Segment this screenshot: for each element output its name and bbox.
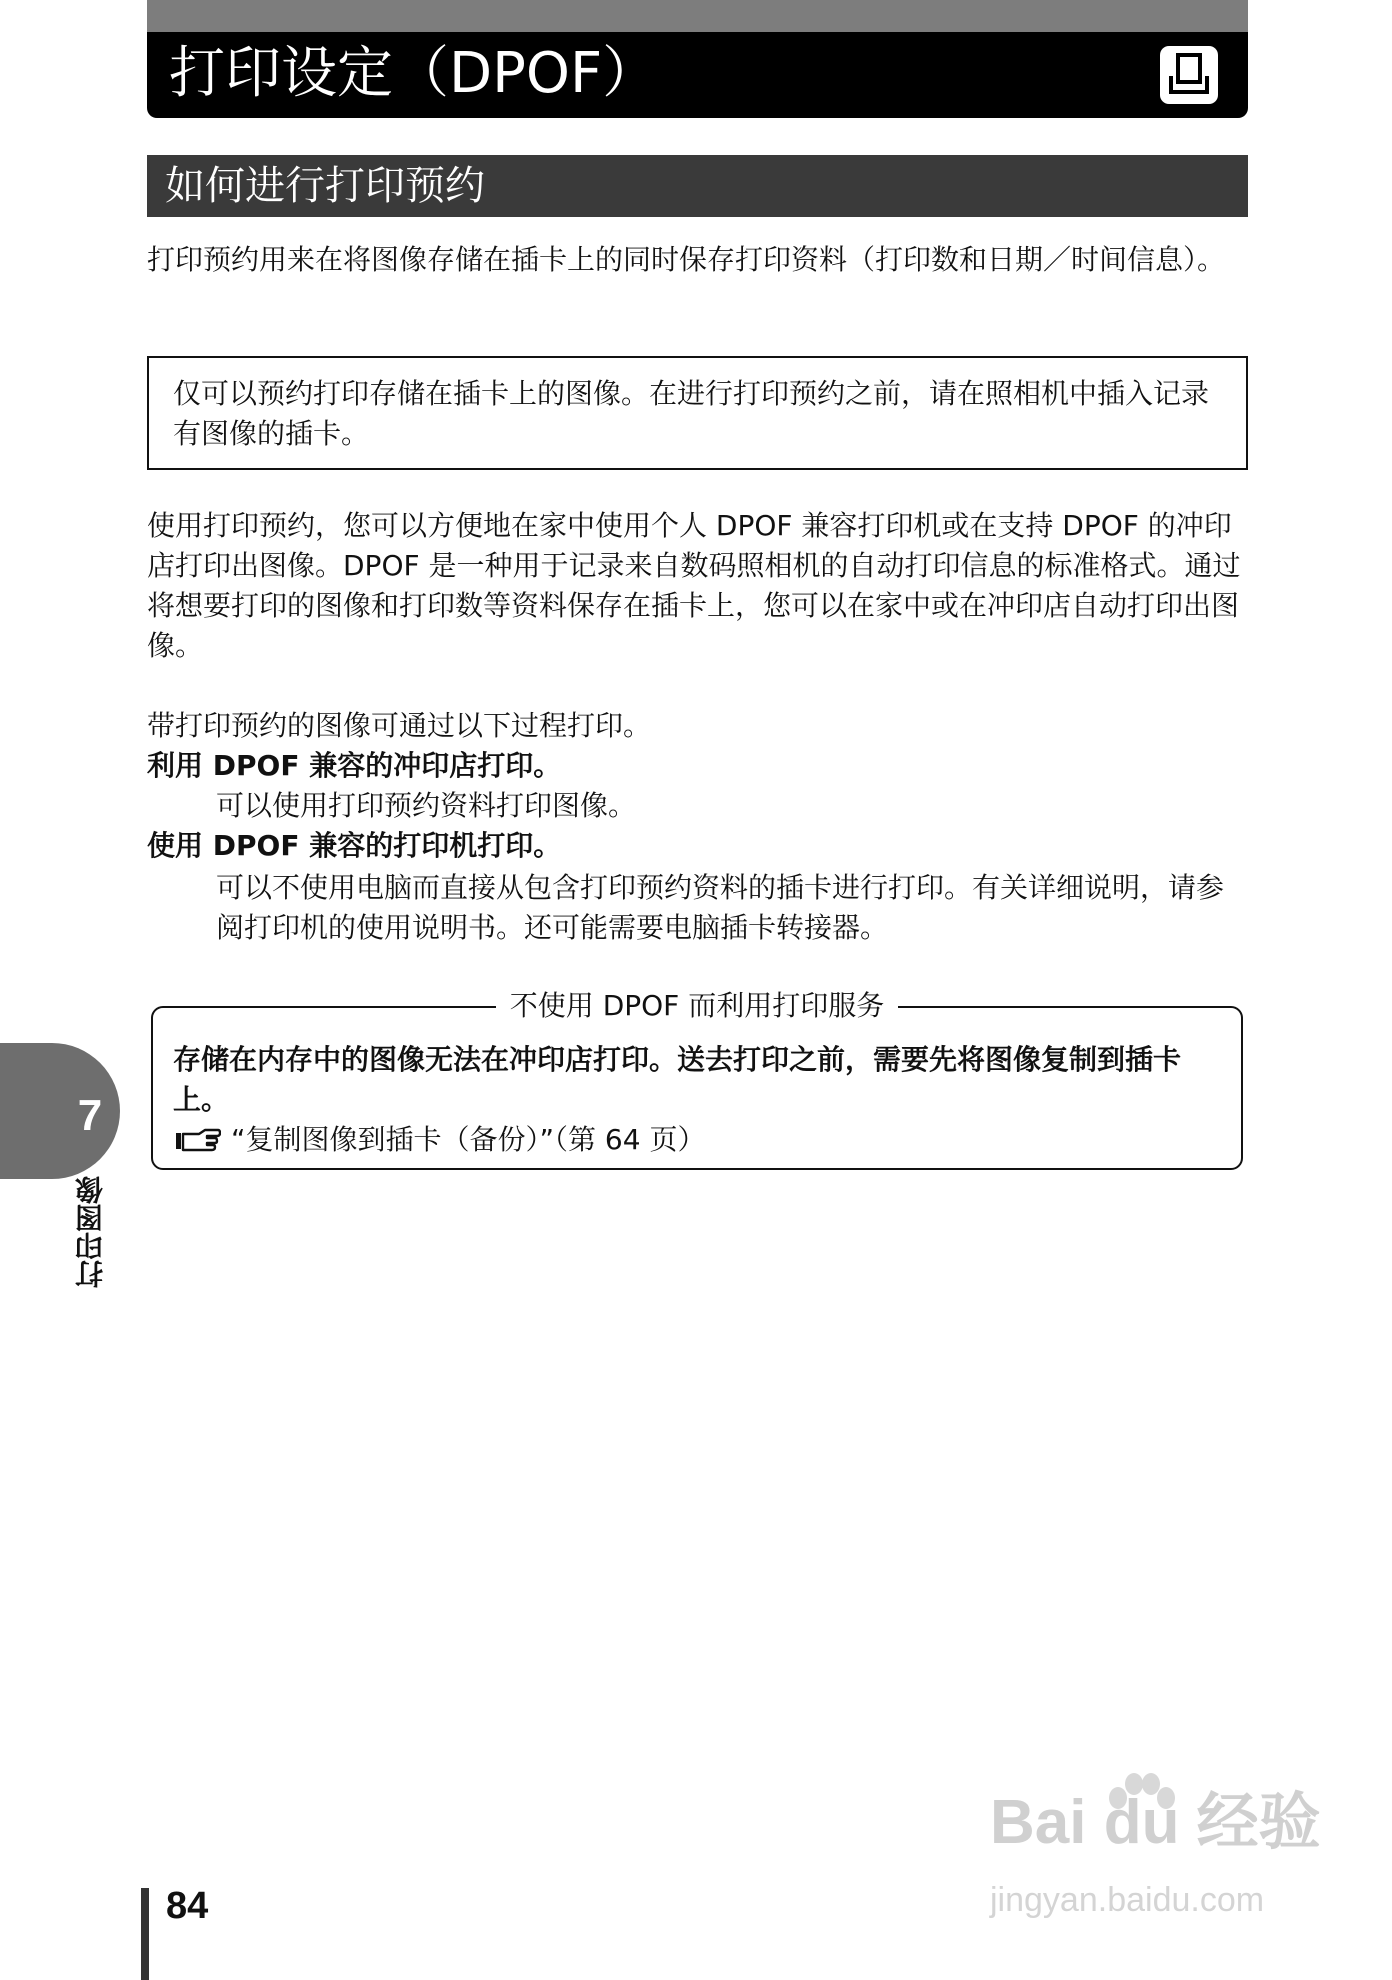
page-number: 84 <box>166 1885 209 1927</box>
item-title-photo-lab: 利用 DPOF 兼容的冲印店打印。 <box>147 749 562 782</box>
tip-reference-text[interactable]: “复制图像到插卡（备份）”（第 64 页） <box>231 1123 706 1156</box>
section-header <box>147 155 1248 217</box>
item-text-photo-lab: 可以使用打印预约资料打印图像。 <box>216 789 637 822</box>
pointing-hand-icon <box>175 1126 221 1166</box>
print-icon <box>1160 46 1218 104</box>
tip-title: 不使用 DPOF 而利用打印服务 <box>496 989 898 1022</box>
header-top-strip <box>147 0 1248 32</box>
process-intro: 带打印预约的图像可通过以下过程打印。 <box>147 709 652 742</box>
watermark-url: jingyan.baidu.com <box>990 1881 1265 1919</box>
tip-box <box>151 989 1243 1170</box>
page-number-rule <box>141 1888 149 1980</box>
watermark-logo: Bai du 经验 <box>990 1788 1321 1857</box>
description-paragraph: 使用打印预约，您可以方便地在家中使用个人 DPOF 兼容打印机或在支持 DPOF 的冲印店打印出图像。DPOF 是一种用于记录来自数码照相机的自动打印信息的标准格式。通过将想要打印的图像和打印数等资料保存在插卡上，您可以在家中或在冲印店自动打印出图像。 <box>147 509 1241 662</box>
tip-title-wrap <box>153 986 1241 1026</box>
tip-reference <box>175 1120 1225 1166</box>
note-text: 仅可以预约打印存储在插卡上的图像。在进行打印预约之前，请在照相机中插入记录有图像的插卡。 <box>173 377 1210 450</box>
note-box <box>147 356 1248 470</box>
chapter-number: 7 <box>77 1091 103 1140</box>
item-text-printer: 可以不使用电脑而直接从包含打印预约资料的插卡进行打印。有关详细说明，请参阅打印机的使用说明书。还可能需要电脑插卡转接器。 <box>216 871 1225 944</box>
section-title: 如何进行打印预约 <box>165 163 485 209</box>
tip-text: 存储在内存中的图像无法在冲印店打印。送去打印之前，需要先将图像复制到插卡上。 <box>173 1043 1182 1116</box>
item-title-printer: 使用 DPOF 兼容的打印机打印。 <box>147 829 562 862</box>
chapter-label: 打印图像 <box>74 1176 107 1288</box>
page-title: 打印设定（DPOF） <box>169 41 659 106</box>
page-title-bar <box>147 32 1248 118</box>
intro-paragraph: 打印预约用来在将图像存储在插卡上的同时保存打印资料（打印数和日期／时间信息）。 <box>147 243 1226 276</box>
